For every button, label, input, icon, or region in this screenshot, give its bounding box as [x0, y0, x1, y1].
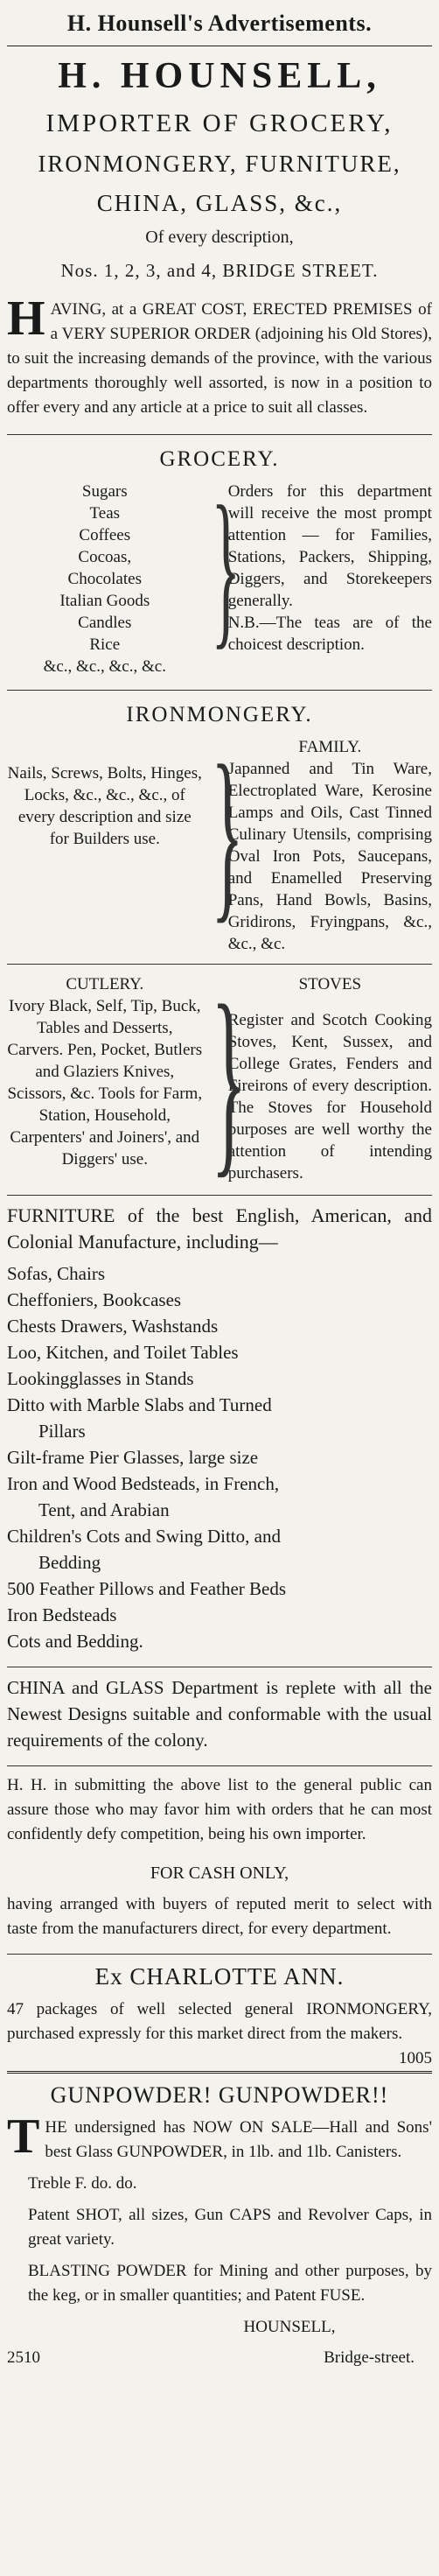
list-item: Pillars: [38, 1421, 86, 1442]
divider: [7, 1765, 432, 1766]
family-block: [228, 736, 432, 955]
hh-paragraph: H. H. in submitting the above list to the general public can assure those who may favor him with orders that he can most confidently defy competition, being his own importer.: [7, 1776, 432, 1843]
firm-line-2: IRONMONGERY, FURNITURE,: [38, 151, 401, 177]
divider: [7, 2071, 432, 2074]
intro-dropcap: H: [7, 291, 45, 346]
advertisement-page: [7, 7, 432, 2562]
stoves-text: Register and Scotch Cooking Stoves, Kent, Sussex, and College Grates, Fenders and Fireirons of every description. The Stoves for Household purposes are well worthy the attention of intending purchasers.: [227, 1011, 432, 1183]
gunpowder-text-1: HE undersigned has NOW ON SALE—Hall and Sons' best Glass GUNPOWDER, in 1lb. and 1lb. Canisters.: [45, 2118, 432, 2161]
list-item: Cheffoniers, Bookcases: [7, 1289, 182, 1310]
divider: [7, 1195, 432, 1196]
cutlery-block: [7, 973, 203, 1170]
intro-paragraph: [7, 291, 432, 420]
brace-icon: }: [211, 726, 243, 939]
firm-line-1: IMPORTER OF GROCERY,: [45, 109, 394, 137]
firm-name: H. HOUNSELL,: [58, 56, 381, 96]
ex-number: 1005: [399, 2049, 432, 2067]
gunpowder-text-2: Treble F. do. do.: [28, 2174, 137, 2193]
list-item: &c., &c., &c., &c.: [43, 657, 166, 676]
grocery-note-text: Orders for this department will receive the most prompt attention — for Families, Stations, Packers, Shipping, Diggers, and Storekeepers generally.: [227, 482, 432, 610]
gunpowder-text-4: BLASTING POWDER for Mining and other purposes, by the keg, or in smaller quantities; and Patent FUSE.: [28, 2262, 432, 2305]
gunpowder-text-3: Patent SHOT, all sizes, Gun CAPS and Revolver Caps, in great variety.: [28, 2206, 432, 2249]
grocery-nb-text: N.B.—The teas are of the choicest description.: [227, 614, 432, 654]
gunpowder-signer: HOUNSELL,: [243, 2318, 336, 2336]
furniture-list: [7, 1260, 432, 1654]
brace-icon: }: [211, 962, 247, 1195]
list-item: Rice: [89, 635, 121, 654]
divider: [7, 434, 432, 435]
page-title: H. Hounsell's Advertisements.: [66, 11, 373, 36]
gunpowder-number: 2510: [7, 2348, 40, 2367]
list-item: Teas: [89, 504, 121, 523]
gunpowder-title: GUNPOWDER! GUNPOWDER!!: [50, 2082, 389, 2108]
gunpowder-footer: [7, 2348, 432, 2368]
cutlery-heading: CUTLERY.: [66, 975, 144, 993]
stoves-heading: STOVES: [298, 975, 362, 993]
cutlery-text: Ivory Black, Self, Tip, Buck, Tables and Desserts, Carvers. Pen, Pocket, Butlers and Glaziers Knives, Scissors, &c. Tools for Farm, Station, Household, Carpenters' and Joiners', and Diggers' use.: [7, 997, 203, 1169]
ironmongery-left-text: Nails, Screws, Bolts, Hinges, Locks, &c., &c., &c., of every description and size for Builders use.: [7, 764, 202, 848]
list-item: Ditto with Marble Slabs and Turned: [7, 1394, 272, 1415]
stoves-block: [228, 973, 432, 1184]
cash-heading: FOR CASH ONLY,: [150, 1864, 289, 1883]
brace-icon: }: [211, 471, 240, 664]
gunpowder-dropcap: T: [7, 2109, 40, 2164]
grocery-note: [228, 481, 432, 656]
ironmongery-heading: IRONMONGERY.: [126, 703, 313, 726]
list-item: Cocoas,: [78, 548, 132, 566]
list-item: Gilt-frame Pier Glasses, large size: [7, 1447, 259, 1468]
list-item: Sofas, Chairs: [7, 1263, 105, 1284]
firm-address: Nos. 1, 2, 3, and 4, BRIDGE STREET.: [60, 260, 379, 281]
ex-paragraph: [7, 1997, 432, 2067]
list-item: Iron Bedsteads: [7, 1604, 117, 1625]
firm-line-4: Of every description,: [145, 228, 294, 247]
list-item: Chocolates: [67, 570, 142, 588]
list-item: Sugars: [81, 482, 128, 501]
grocery-heading: GROCERY.: [159, 447, 280, 471]
gunpowder-paragraph: [7, 2109, 432, 2165]
list-item: 500 Feather Pillows and Feather Beds: [7, 1578, 287, 1599]
ironmongery-left: [7, 736, 203, 850]
furniture-intro: FURNITURE of the best English, American, and Colonial Manufacture, including—: [7, 1204, 432, 1253]
family-text: Japanned and Tin Ware, Electroplated Ware, Kerosine Lamps and Oils, Cast Tinned Culinary Utensils, comprising Oval Iron Pots, Saucepans, and Enamelled Preserving Pans, Hand Bowls, Basins, Gridirons, Fryingpans, &c., &c., &c.: [227, 760, 432, 953]
list-item: Coffees: [79, 526, 131, 544]
list-item: Iron and Wood Bedsteads, in French,: [7, 1473, 280, 1494]
gunpowder-street: Bridge-street.: [324, 2348, 415, 2367]
list-item: Tent, and Arabian: [38, 1499, 170, 1520]
list-item: Italian Goods: [59, 592, 150, 610]
list-item: Chests Drawers, Washstands: [7, 1316, 219, 1337]
divider: [7, 1954, 432, 1955]
list-item: Bedding: [38, 1552, 101, 1573]
divider: [7, 690, 432, 691]
grocery-section: [7, 471, 432, 677]
ironmongery-section: [7, 726, 432, 955]
list-item: Loo, Kitchen, and Toilet Tables: [7, 1342, 239, 1363]
cutlery-section: [7, 962, 432, 1195]
list-item: Children's Cots and Swing Ditto, and: [7, 1526, 281, 1547]
cash-paragraph: having arranged with buyers of reputed merit to select with taste from the manufacturers direct, for every department.: [7, 1895, 432, 1938]
ex-title: Ex CHARLOTTE ANN.: [94, 1963, 345, 1990]
intro-text: AVING, at a GREAT COST, ERECTED PREMISES of a VERY SUPERIOR ORDER (adjoining his Old Stores), to suit the increasing demands of the province, with the various departments thoroughly well assorted, is now in a position to offer every and any article at a price to suit all classes.: [7, 300, 432, 417]
list-item: Cots and Bedding.: [7, 1631, 143, 1652]
list-item: Lookingglasses in Stands: [7, 1368, 194, 1389]
grocery-items: [7, 481, 203, 677]
firm-line-3: CHINA, GLASS, &c.,: [96, 190, 343, 216]
ex-text: 47 packages of well selected general IRONMONGERY, purchased expressly for this market direct from the makers.: [7, 2000, 432, 2043]
list-item: Candles: [78, 614, 132, 632]
family-heading: FAMILY.: [298, 738, 362, 756]
china-paragraph: CHINA and GLASS Department is replete with all the Newest Designs suitable and conformable with the usual requirements of the colony.: [7, 1677, 432, 1751]
